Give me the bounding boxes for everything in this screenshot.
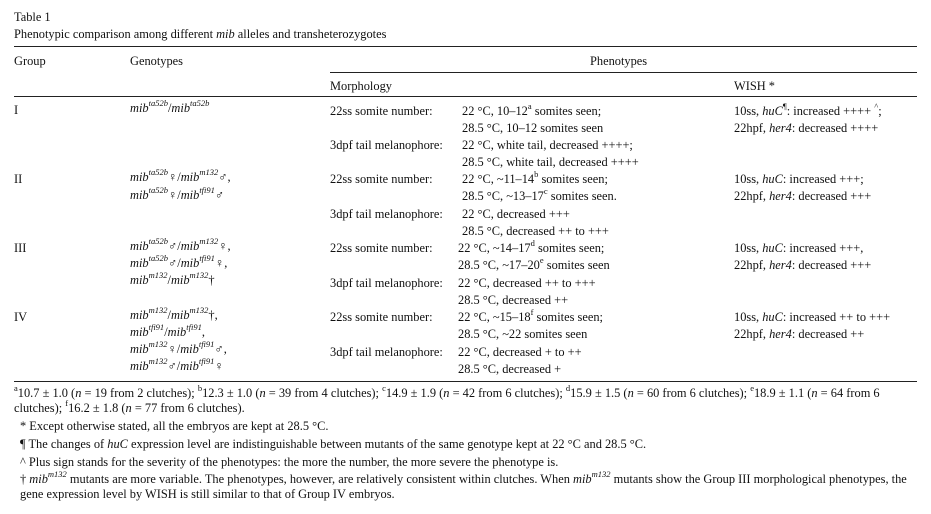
genotype-line: mib$^{ta52b}$/mib$^{ta52b}$	[130, 97, 210, 115]
genotype-line: mib$^{m132}$♂/mib$^{tfi91}$♀	[130, 355, 224, 373]
col-header-group: Group	[14, 54, 46, 68]
genotype-line: mib$^{m132}$/mib$^{m132}$†,	[130, 304, 218, 322]
somite-line: 22 °C, ~14–17$^d$ somites seen;	[458, 237, 605, 255]
melano-line: 22 °C, decreased +++	[462, 207, 570, 221]
footnote-counts: $^a$10.7 ± 1.0 (n = 19 from 2 clutches); $^b$12.3 ± 1.0 (n = 39 from 4 clutches); $^c$14.9 ± 1.9 (n = 42 from 6 clutches); $^d$15.9 ± 1.5 (n = 60 from 6 clutches); $^e$18.9 ± 1.1 (n = 64 from 6 clutches); $^f$16.2 ± 1.8 (n = 77 from 6 clutches).	[14, 382, 880, 416]
somite-line: 28.5 °C, ~17–20e somites seen	[458, 254, 610, 272]
caption-before: Phenotypic comparison among different	[14, 27, 217, 41]
melano-label: 3dpf tail melanophore:	[330, 207, 443, 221]
col-header-genotypes: Genotypes	[130, 54, 183, 68]
melano-label: 3dpf tail melanophore:	[330, 276, 443, 290]
genotype-line: mib$^{ta52b}$♀/mib$^{tfi91}$♂	[130, 184, 225, 202]
wish-line: 10ss, huC: increased +++;	[734, 172, 864, 186]
group-id: IV	[14, 310, 28, 324]
melano-label: 3dpf tail melanophore:	[330, 345, 443, 359]
header-bottom-rule	[14, 96, 917, 97]
caption-after: alleles and transheterozygotes	[234, 27, 387, 41]
genotype-line: mib$^{ta52b}$♀/mib$^{m132}$♂,	[130, 166, 231, 184]
footnote-star: * Except otherwise stated, all the embryos are kept at 28.5 °C.	[20, 419, 329, 433]
melano-line: 28.5 °C, decreased ++ to +++	[462, 224, 609, 238]
melano-line: 28.5 °C, decreased ++	[458, 293, 569, 307]
genotype-line: mib$^{m132}$/mib$^{m132}$†	[130, 269, 215, 287]
col-header-wish: WISH *	[734, 79, 775, 93]
genotype-line: mib$^{m132}$♀/mib$^{tfi91}$♂,	[130, 338, 227, 356]
group-id: III	[14, 241, 27, 255]
somite-label: 22ss somite number:	[330, 310, 433, 324]
wish-line: 22hpf, her4: decreased ++	[734, 327, 865, 341]
wish-line: 22hpf, her4: decreased +++	[734, 258, 872, 272]
melano-label: 3dpf tail melanophore:	[330, 138, 443, 152]
genotype-line: mib$^{tfi91}$/mib$^{tfi91}$,	[130, 321, 205, 339]
genotype-line: mib$^{ta52b}$♂/mib$^{m132}$♀,	[130, 235, 231, 253]
genotype-line: mib$^{ta52b}$♂/mib$^{tfi91}$♀,	[130, 252, 228, 270]
footnote-dagger: † mib$^{m132}$ mutants are more variable. The phenotypes, however, are relatively consistent within clutches. When mib$^{m132}$ mutants show the Group III morphological phenotypes, the gene expression level by WISH is still similar to that of Group IV embryos.	[20, 468, 907, 502]
top-rule	[14, 46, 917, 47]
somite-line: 28.5 °C, 10–12 somites seen	[462, 121, 604, 135]
somite-label: 22ss somite number:	[330, 104, 433, 118]
footnote-caret: ^ Plus sign stands for the severity of the phenotypes: the more the number, the more severe the phenotype is.	[20, 455, 559, 469]
group-id: II	[14, 172, 23, 186]
somite-label: 22ss somite number:	[330, 172, 433, 186]
wish-line: 10ss, huC: increased ++ to +++	[734, 310, 891, 324]
caption-italic: mib	[216, 27, 235, 41]
table-caption	[14, 27, 386, 42]
wish-line: 22hpf, her4: decreased ++++	[734, 121, 879, 135]
somite-line: 22 °C, ~11–14$^b$ somites seen;	[462, 168, 608, 186]
wish-line: 10ss, huC¶: increased ++++ ^;	[734, 100, 882, 118]
group-id: I	[14, 103, 19, 117]
table-label: Table 1	[14, 10, 51, 24]
table-bottom-rule	[14, 381, 917, 382]
somite-line: 22 °C, ~15–18$^f$ somites seen;	[458, 306, 603, 324]
melano-line: 28.5 °C, decreased +	[458, 362, 562, 376]
col-header-morphology: Morphology	[330, 79, 392, 93]
phenotypes-subrule	[330, 72, 917, 73]
wish-line: 22hpf, her4: decreased +++	[734, 189, 872, 203]
somite-line: 28.5 °C, ~22 somites seen	[458, 327, 588, 341]
melano-line: 22 °C, decreased ++ to +++	[458, 276, 596, 290]
melano-line: 28.5 °C, white tail, decreased ++++	[462, 155, 639, 169]
footnote-pilcrow: ¶ The changes of huC expression level are indistinguishable between mutants of the same genotype kept at 22 °C and 28.5 °C.	[20, 437, 647, 451]
somite-line: 28.5 °C, ~13–17$^c$ somites seen.	[462, 185, 617, 203]
wish-line: 10ss, huC: increased +++,	[734, 241, 864, 255]
col-header-phenotypes: Phenotypes	[590, 54, 648, 68]
melano-line: 22 °C, white tail, decreased ++++;	[462, 138, 633, 152]
somite-label: 22ss somite number:	[330, 241, 433, 255]
melano-line: 22 °C, decreased + to ++	[458, 345, 582, 359]
somite-line: 22 °C, 10–12$^a$ somites seen;	[462, 100, 602, 118]
